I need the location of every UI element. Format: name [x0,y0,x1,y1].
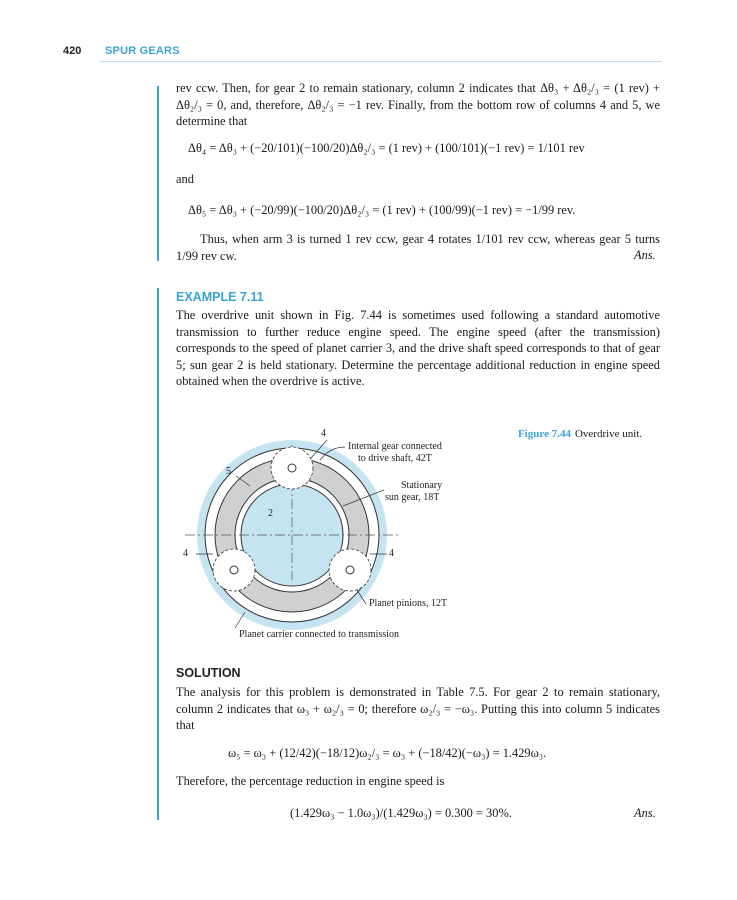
example-text: The overdrive unit shown in Fig. 7.44 is sometimes used following a standard automotive transmission to further reduce engine speed. The engine speed (after the transmission) corresponds to the speed of planet carrier 3, and the drive shaft speed corresponds to that of gear 5; sun gear 2 is held stationary. Determine the percentage additional reduction in engine speed obtained when the overdrive is active. [176,308,660,389]
equation-delta-theta-4: Δθ₄ = Δθ₃ + (−20/101)(−100/20)Δθ₂/₃ = (1 rev) + (100/101)(−1 rev) = 1/101 rev [188,141,585,155]
solution-text: The analysis for this problem is demonstrated in Table 7.5. For gear 2 to remain stationary, column 2 indicates that ω₃ + ω₂/₃ = 0; therefore ω₂/₃ = −ω₃. Putting this into column 5 indicates that [176,685,660,733]
solution-heading: SOLUTION [176,666,241,680]
conclusion-paragraph: Thus, when arm 3 is turned 1 rev ccw, gear 4 rotates 1/101 rev ccw, whereas gear 5 turns 1/99 rev cw. [176,232,660,263]
label-sun-gear-2: 2 [268,508,273,519]
equation-percentage-reduction: (1.429ω₃ − 1.0ω₃)/(1.429ω₃) = 0.300 = 30%. [290,806,512,820]
pinion-pin-top [288,464,296,472]
and-word: and [176,172,194,186]
label-planet-pinions: Planet pinions, 12T [369,598,448,609]
answer-marker-2: Ans. [634,806,656,820]
answer-marker-1: Ans. [634,248,656,262]
continuation-paragraph: rev ccw. Then, for gear 2 to remain stationary, column 2 indicates that Δθ₃ + Δθ₂/₃ = (1 rev) + Δθ₂/₃ = 0, and, therefore, Δθ₂/₃ = −1 rev. Finally, from the bottom row of columns 4 and 5, we determine that [176,81,660,129]
label-sun-gear-line2: sun gear, 18T [385,492,440,503]
label-gear-4-right: 4 [389,548,394,559]
label-gear-5: 5 [226,466,231,477]
pinion-pin-left [230,566,238,574]
label-internal-gear-line2: to drive shaft, 42T [358,453,432,464]
label-sun-gear-line1: Stationary [401,480,443,491]
pinion-pin-right [346,566,354,574]
figure-number: Figure 7.44 [518,428,571,440]
equation-delta-theta-5: Δθ₅ = Δθ₃ + (−20/99)(−100/20)Δθ₂/₃ = (1 rev) + (100/99)(−1 rev) = −1/99 rev. [188,203,576,217]
example-heading: EXAMPLE 7.11 [176,290,264,304]
label-gear-4-top: 4 [321,428,326,439]
page-number: 420 [63,45,82,57]
equation-omega-5: ω₅ = ω₃ + (12/42)(−18/12)ω₂/₃ = ω₃ + (−18/42)(−ω₃) = 1.429ω₃. [228,746,547,760]
therefore-text: Therefore, the percentage reduction in engine speed is [176,774,445,788]
chapter-title: SPUR GEARS [105,45,180,57]
figure-caption-text: Overdrive unit. [574,428,643,440]
label-gear-4-left: 4 [183,548,188,559]
label-internal-gear-line1: Internal gear connected [348,441,442,452]
label-planet-carrier: Planet carrier connected to transmission [239,629,399,640]
